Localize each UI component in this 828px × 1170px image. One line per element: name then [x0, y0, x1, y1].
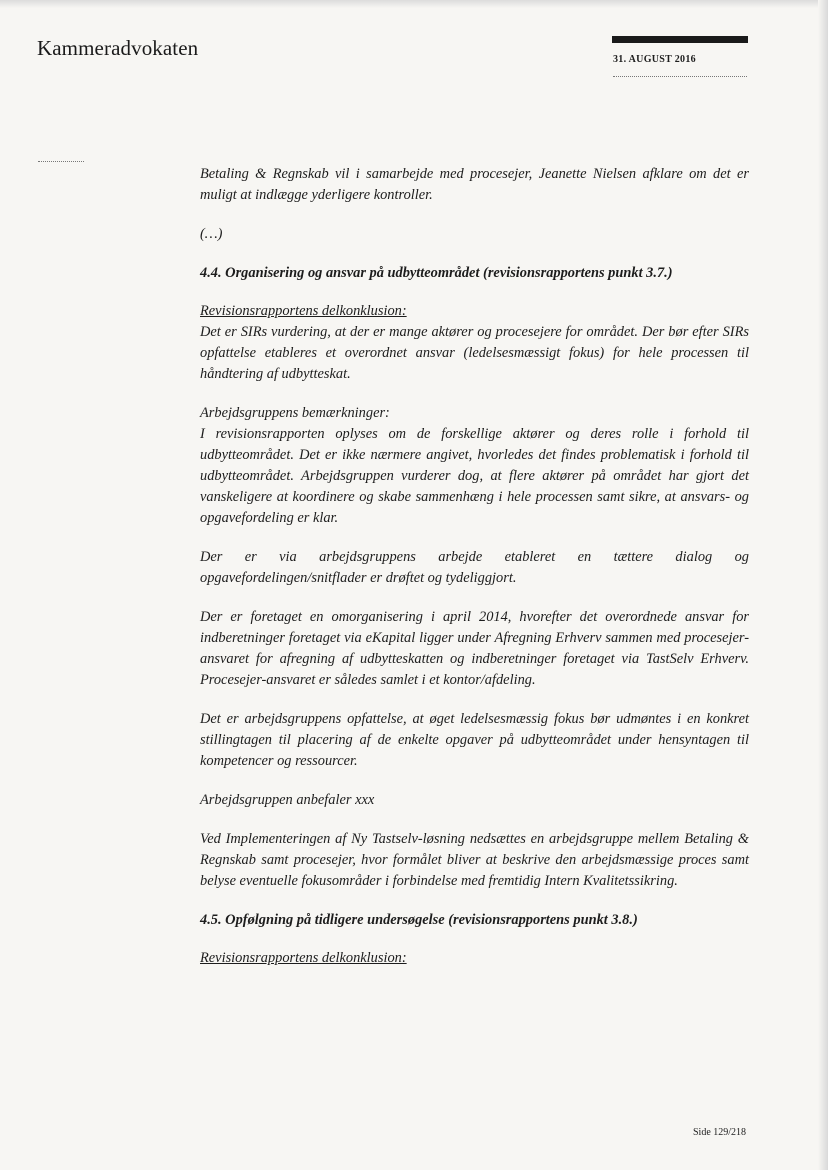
- paragraph-anbefaler: Arbejdsgruppen anbefaler xxx: [200, 792, 375, 808]
- date-rule: [613, 76, 747, 77]
- paragraph-sirs-vurdering: Det er SIRs vurdering, at der er mange aktører og procesejere for området. Der bør efter SIRs opfattelse etableres et overordnet ansvar (ledelsesmæssigt fokus) for hele processen til håndtering af udbytteskat.: [200, 324, 749, 382]
- document-body: [200, 164, 749, 969]
- ellipsis: (…): [200, 226, 223, 242]
- page-edge-right: [818, 0, 828, 1170]
- subheading-delkonklusion-2: Revisionsrapportens delkonklusion:: [200, 950, 407, 966]
- page-edge-top: [0, 0, 828, 8]
- section-heading-4-5: 4.5. Opfølgning på tidligere undersøgelse (revisionsrapportens punkt 3.8.): [200, 912, 638, 928]
- paragraph-betaling: Betaling & Regnskab vil i samarbejde med procesejer, Jeanette Nielsen afklare om det er muligt at indlægge yderligere kontroller.: [200, 166, 749, 203]
- subheading-delkonklusion: Revisionsrapportens delkonklusion:: [200, 303, 407, 319]
- paragraph-omorganisering: Der er foretaget en omorganisering i april 2014, hvorefter det overordnede ansvar for indberetninger foretaget via eKapital ligger under Afregning Erhverv sammen med procesejer-ansvaret for afregning af udbytteskatten og indberetninger foretaget via TastSelv Erhverv. Procesejer-ansvaret er således samlet i et kontor/afdeling.: [200, 609, 749, 688]
- paragraph-implementering: Ved Implementeringen af Ny Tastselv-løsning nedsættes en arbejdsgruppe mellem Betaling & Regnskab samt procesejer, hvor formålet bliver at beskrive den arbejdsmæssige proces samt belyse eventuelle fokusområder i forbindelse med fremtidig Intern Kvalitetssikring.: [200, 831, 749, 889]
- page-number: Side 129/218: [693, 1127, 747, 1138]
- paragraph-revisionsrapporten: I revisionsrapporten oplyses om de forskellige aktører og deres rolle i forhold til udbytteområdet. Det er ikke nærmere angivet, hvorledes det findes problematisk i forhold til udbytteområdet. Arbejdsgruppen vurderer dog, at flere aktører på området har gjort det vanskeligere at koordinere og skabe sammenhæng i hele processen samt sikre, at ansvars- og opgavefordeling er klar.: [200, 426, 749, 526]
- margin-rule: [38, 161, 84, 162]
- paragraph-dialog: Der er via arbejdsgruppens arbejde etableret en tættere dialog og opgavefordelingen/snitflader er drøftet og tydeliggjort.: [200, 549, 749, 586]
- document-date: 31. AUGUST 2016: [613, 54, 696, 65]
- section-heading-4-4: 4.4. Organisering og ansvar på udbytteområdet (revisionsrapportens punkt 3.7.): [200, 265, 673, 281]
- subheading-bemaerkninger: Arbejdsgruppens bemærkninger:: [200, 405, 390, 421]
- brand-name: Kammeradvokaten: [37, 36, 199, 60]
- paragraph-opfattelse: Det er arbejdsgruppens opfattelse, at øget ledelsesmæssig fokus bør udmøntes i en konkret stillingtagen til placering af de enkelte opgaver på udbytteområdet under hensyntagen til kompetencer og ressourcer.: [200, 711, 749, 769]
- date-bar: [612, 36, 748, 43]
